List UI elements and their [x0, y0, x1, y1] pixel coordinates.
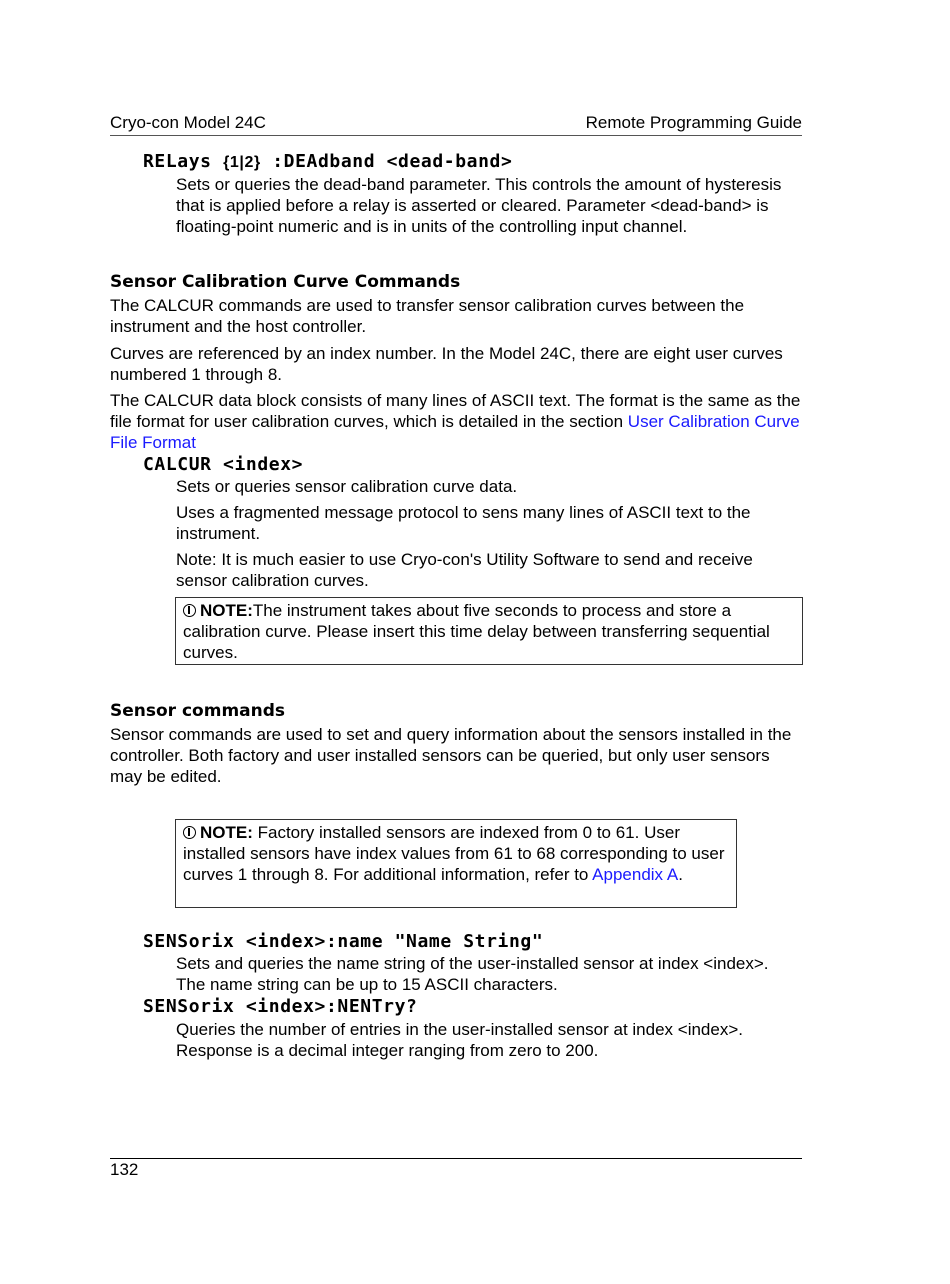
- calcur-intro-paragraph: The CALCUR commands are used to transfer sensor calibration curves between the instrument and the host controller.: [110, 296, 745, 336]
- sensor-section-heading: Sensor commands: [110, 701, 286, 721]
- sensor-note-box: [175, 819, 737, 908]
- relays-cmd-rest: :DEAdband <dead-band>: [272, 151, 513, 172]
- calcur-note-box: [175, 597, 803, 665]
- relays-cmd-name: RELays: [143, 151, 212, 172]
- header-guide-title: Remote Programming Guide: [585, 113, 802, 132]
- page-number: 132: [110, 1160, 139, 1179]
- note-label: NOTE:: [200, 601, 253, 620]
- sensorix-name-command: SENSorix <index>:name "Name String": [143, 931, 544, 952]
- note-text-end: .: [678, 865, 683, 884]
- calcur-format-text: The CALCUR data block consists of many lines of ASCII text. The format is the same as the file format for user calibration curves, which is detailed in the section: [110, 391, 801, 431]
- relays-deadband-command: [143, 151, 512, 172]
- sensorix-name-description: Sets and queries the name string of the user-installed sensor at index <index>. The name string can be up to 15 ASCII characters.: [176, 954, 769, 994]
- note-text: Factory installed sensors are indexed from 0 to 61. User installed sensors have index values from 61 to 68 corresponding to user curves 1 through 8. For additional information, refer to: [183, 823, 725, 884]
- calcur-description-2: Uses a fragmented message protocol to sens many lines of ASCII text to the instrument.: [176, 503, 751, 543]
- sensor-intro-paragraph: Sensor commands are used to set and query information about the sensors installed in the controller. Both factory and user installed sensors can be queried, but only user sensors may be edited.: [110, 725, 792, 786]
- relays-deadband-description: Sets or queries the dead-band parameter. This controls the amount of hysteresis that is applied before a relay is asserted or cleared. Parameter <dead-band> is floating-point numeric and is in units of the controlling input channel.: [176, 175, 782, 236]
- calcur-description-1: Sets or queries sensor calibration curve data.: [176, 477, 518, 496]
- note-label: NOTE:: [200, 823, 253, 842]
- calcur-description-3: Note: It is much easier to use Cryo-con's Utility Software to send and receive sensor calibration curves.: [176, 550, 753, 590]
- calcur-command: CALCUR <index>: [143, 454, 304, 475]
- curve-index-paragraph: Curves are referenced by an index number. In the Model 24C, there are eight user curves numbered 1 through 8.: [110, 344, 783, 384]
- curve-file-format-link[interactable]: User Calibration Curve File Format: [110, 412, 800, 452]
- note-text: The instrument takes about five seconds to process and store a calibration curve. Please insert this time delay between transferring sequential curves.: [183, 601, 770, 662]
- header-title: Cryo-con Model 24C: [110, 113, 266, 132]
- calcur-section-heading: Sensor Calibration Curve Commands: [110, 272, 461, 292]
- relays-cmd-args: {1|2}: [223, 154, 261, 171]
- appendix-a-link[interactable]: Appendix A: [592, 865, 679, 884]
- sensorix-nentry-command: SENSorix <index>:NENTry?: [143, 996, 418, 1017]
- info-circle-icon: [183, 604, 196, 617]
- page-header: [110, 113, 802, 136]
- footer-divider: [110, 1158, 802, 1159]
- sensorix-nentry-description: Queries the number of entries in the user-installed sensor at index <index>. Response is a decimal integer ranging from zero to 200.: [176, 1020, 743, 1060]
- info-circle-icon: [183, 826, 196, 839]
- calcur-format-paragraph: [110, 390, 802, 453]
